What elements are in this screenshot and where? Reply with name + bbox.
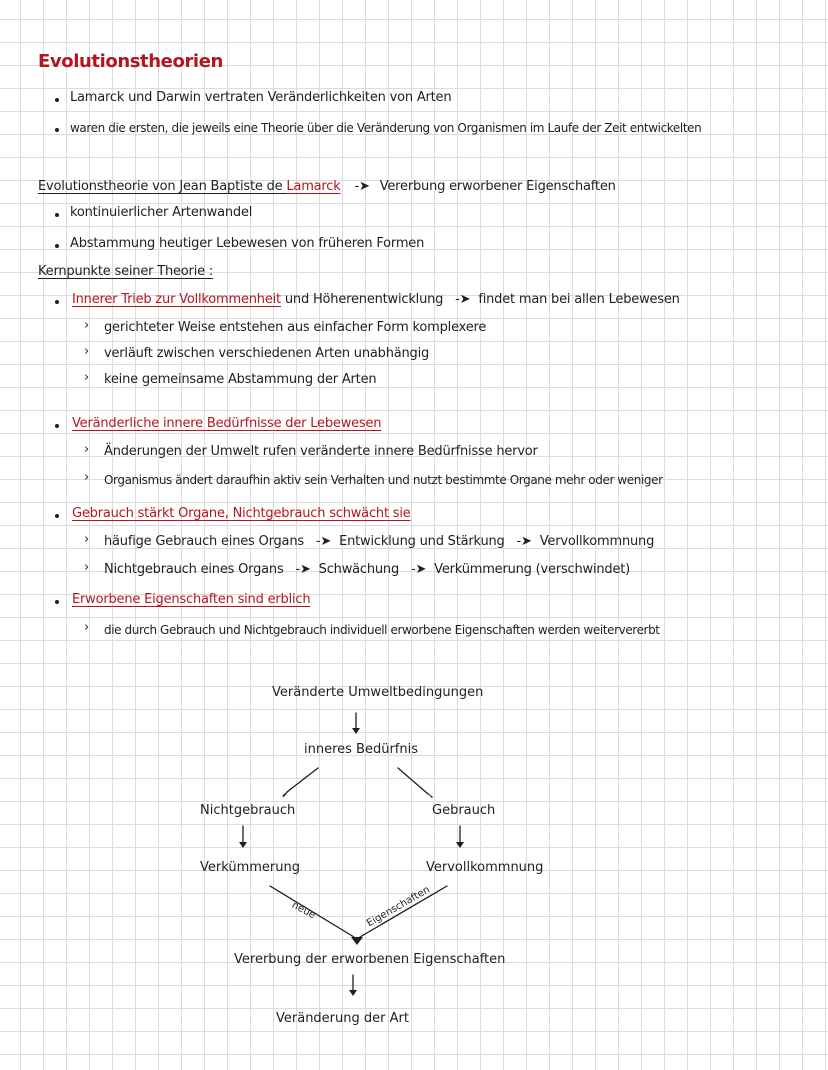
arrowhead bbox=[424, 790, 433, 798]
arrow-icon: -➤ bbox=[410, 562, 427, 577]
arrowhead bbox=[239, 842, 247, 848]
diagram-right-1: Gebrauch bbox=[432, 803, 496, 818]
arrowhead bbox=[352, 728, 360, 734]
kernpunkte-heading: Kernpunkte seiner Theorie : bbox=[38, 264, 214, 279]
point-2-sub-1: Änderungen der Umwelt rufen veränderte innere Bedürfnisse hervor bbox=[104, 444, 538, 459]
sub-marker: › bbox=[84, 470, 89, 485]
point-3-sub-2-c: Verkümmerung (verschwindet) bbox=[434, 562, 631, 577]
point-1-tail: und Höherenentwicklung bbox=[284, 292, 444, 307]
arrowhead bbox=[456, 842, 464, 848]
sub-marker: › bbox=[84, 370, 89, 385]
sub-marker: › bbox=[84, 620, 89, 635]
arrowhead bbox=[349, 990, 357, 996]
sub-marker: › bbox=[84, 560, 89, 575]
diagram-left-2: Verkümmerung bbox=[200, 860, 300, 875]
arrow-icon: -➤ bbox=[315, 534, 332, 549]
diagram-top: Veränderte Umweltbedingungen bbox=[272, 685, 484, 700]
diagram-need: inneres Bedürfnis bbox=[304, 742, 419, 757]
point-1-sub-1: gerichteter Weise entstehen aus einfacher Form komplexere bbox=[104, 320, 487, 335]
diagram-result: Veränderung der Art bbox=[276, 1011, 409, 1026]
arrow-icon: -➤ bbox=[354, 179, 370, 194]
sub-marker: › bbox=[84, 442, 89, 457]
diagram-label-right: Eigenschaften bbox=[365, 884, 432, 930]
point-2-head: Veränderliche innere Bedürfnisse der Lebewesen bbox=[72, 416, 382, 431]
lamarck-bullet-1: kontinuierlicher Artenwandel bbox=[70, 205, 253, 220]
point-3-head: Gebrauch stärkt Organe, Nichtgebrauch schwächt sie bbox=[72, 506, 411, 521]
arrow-icon: -➤ bbox=[455, 292, 471, 307]
sub-marker: › bbox=[84, 532, 89, 547]
diagram-left-1: Nichtgebrauch bbox=[200, 803, 296, 818]
point-3-sub-2-a: Nichtgebrauch eines Organs bbox=[104, 562, 284, 577]
diagram-label-left: neue bbox=[289, 899, 318, 922]
arrow-icon: -➤ bbox=[516, 534, 532, 549]
point-1-sub-3: keine gemeinsame Abstammung der Arten bbox=[104, 372, 377, 387]
point-4-sub-1: die durch Gebrauch und Nichtgebrauch individuell erworbene Eigenschaften werden weitervererbt bbox=[104, 623, 660, 637]
heading-name: Lamarck bbox=[286, 179, 341, 194]
point-1-result: findet man bei allen Lebewesen bbox=[478, 292, 680, 307]
point-3-sub-1-c: Vervollkommnung bbox=[539, 534, 655, 549]
point-2-sub-2: Organismus ändert daraufhin aktiv sein Verhalten und nutzt bestimmte Organe mehr oder weniger bbox=[104, 473, 663, 487]
lamarck-bullet-2: Abstammung heutiger Lebewesen von früheren Formen bbox=[70, 236, 425, 251]
intro-line-1: Lamarck und Darwin vertraten Veränderlichkeiten von Arten bbox=[70, 90, 452, 105]
point-1-head: Innerer Trieb zur Vollkommenheit bbox=[72, 292, 281, 307]
diagram-inherit: Vererbung der erworbenen Eigenschaften bbox=[234, 952, 506, 967]
arrow-icon: -➤ bbox=[295, 562, 311, 577]
point-4-head: Erworbene Eigenschaften sind erblich bbox=[72, 592, 311, 607]
connector-left bbox=[287, 768, 318, 792]
connector-right bbox=[398, 768, 428, 794]
arrowhead bbox=[282, 788, 291, 797]
point-3-sub-1-a: häufige Gebrauch eines Organs bbox=[104, 534, 304, 549]
heading-suffix: Vererbung erworbener Eigenschaften bbox=[379, 179, 616, 194]
point-3-sub-1-b: Entwicklung und Stärkung bbox=[339, 534, 505, 549]
heading-prefix: Evolutionstheorie von Jean Baptiste de bbox=[38, 179, 287, 194]
sub-marker: › bbox=[84, 344, 89, 359]
arrowhead bbox=[351, 937, 363, 945]
intro-line-2: waren die ersten, die jeweils eine Theorie über die Veränderung von Organismen im Laufe der Zeit entwickelten bbox=[70, 121, 702, 135]
diagram-right-2: Vervollkommnung bbox=[426, 860, 544, 875]
page-title: Evolutionstheorien bbox=[38, 51, 223, 72]
sub-marker: › bbox=[84, 318, 89, 333]
point-3-sub-2-b: Schwächung bbox=[318, 562, 400, 577]
point-1-sub-2: verläuft zwischen verschiedenen Arten unabhängig bbox=[104, 346, 430, 361]
